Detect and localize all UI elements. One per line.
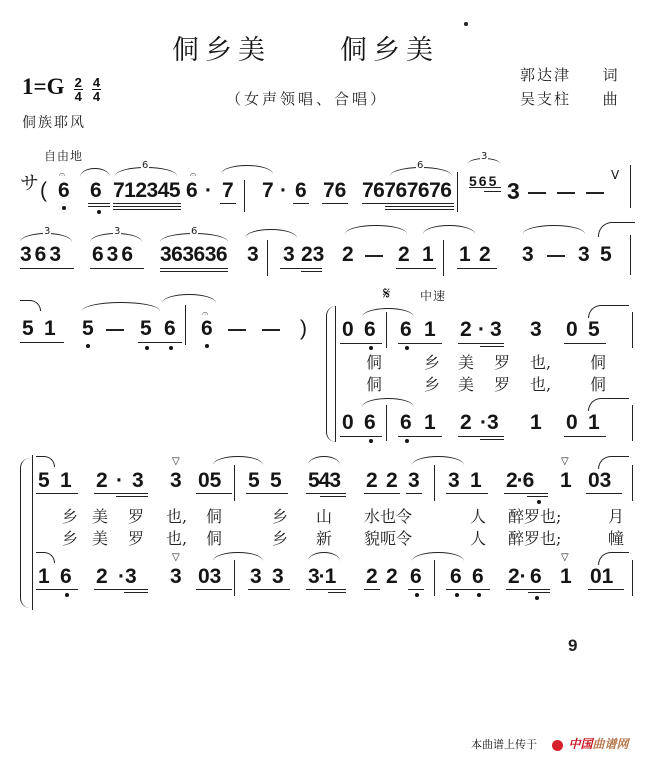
note: 2 <box>386 469 398 492</box>
lyric: 乡 <box>424 353 441 372</box>
low-octave-dot <box>62 206 66 210</box>
lyric: 罗 <box>128 507 145 526</box>
lyric: 也, <box>166 507 188 526</box>
note: 2 <box>342 243 354 266</box>
note: 3 <box>522 243 534 266</box>
low-octave-dot <box>535 596 539 600</box>
underline <box>586 493 622 494</box>
key-and-meter <box>22 74 101 103</box>
song-title-part-1: 侗乡美 <box>172 35 271 66</box>
note: 3 <box>170 469 182 492</box>
accent-triangle-icon: ▽ <box>561 552 569 563</box>
slur <box>362 398 414 407</box>
tie-continuation <box>36 456 55 467</box>
note-group: ·3 <box>118 565 137 588</box>
underline <box>458 343 504 344</box>
augmentation-dot: · <box>205 179 212 202</box>
note-group: 543 <box>308 469 341 492</box>
note: 6 <box>90 179 102 202</box>
note: 5 <box>270 469 282 492</box>
slur <box>308 552 340 561</box>
note: 3 <box>250 565 262 588</box>
underline <box>406 493 422 494</box>
bar-line <box>632 405 633 441</box>
note: 6 <box>400 411 412 434</box>
note: 6 <box>530 565 542 588</box>
lyric: 人 <box>470 529 487 548</box>
bar-line <box>386 405 387 441</box>
underline <box>398 343 442 344</box>
lyric: 幢 <box>608 529 625 548</box>
note: 3 <box>283 243 295 266</box>
lyric: 也, <box>166 529 188 548</box>
underline <box>446 493 488 494</box>
lyric: 美 <box>92 507 109 526</box>
lyric: 也, <box>530 353 552 372</box>
underline <box>484 191 501 192</box>
note: 3 <box>170 565 182 588</box>
lyric: 人 <box>470 507 487 526</box>
hold-dash <box>365 255 383 257</box>
underline <box>480 439 504 440</box>
note: 1 <box>424 318 436 341</box>
low-octave-dot <box>169 346 173 350</box>
low-octave-dot <box>369 439 373 443</box>
underline <box>340 343 382 344</box>
lyric: 侗 <box>206 529 223 548</box>
note-group: 05 <box>198 469 222 492</box>
underline <box>220 203 236 204</box>
lyric: 罗 <box>494 353 511 372</box>
tie-continuation <box>20 300 41 311</box>
underline <box>506 589 550 590</box>
lyric: 侗 <box>590 375 607 394</box>
slur <box>80 168 110 177</box>
fermata-icon: 𝄐 <box>202 307 209 320</box>
note: 2 <box>460 318 472 341</box>
note-group: 636 <box>92 243 137 266</box>
note: 5 <box>140 317 152 340</box>
slur <box>213 456 263 465</box>
augmentation-dot: · <box>116 469 123 492</box>
composer-credit <box>520 88 620 109</box>
note: ·3 <box>480 411 499 434</box>
underline <box>88 206 110 207</box>
underline <box>90 268 144 269</box>
low-octave-dot <box>405 346 409 350</box>
note: 1 <box>422 243 434 266</box>
lyric: 乡 <box>62 507 79 526</box>
underline <box>113 203 181 204</box>
bar-line <box>457 172 458 212</box>
note: 6 <box>472 565 484 588</box>
tie-continuation <box>588 398 629 411</box>
note: 2 <box>96 565 108 588</box>
note: 2 <box>460 411 472 434</box>
underline <box>528 592 550 593</box>
note: 6 <box>400 318 412 341</box>
bar-line <box>234 465 235 501</box>
low-octave-dot <box>405 439 409 443</box>
note: 1 <box>560 469 572 492</box>
hold-dash <box>586 192 604 194</box>
accent-triangle-icon: ▽ <box>172 552 180 563</box>
lyric: 美 <box>458 375 475 394</box>
tie-continuation <box>588 305 629 318</box>
bar-line <box>244 180 245 212</box>
underline <box>398 436 442 437</box>
lyric: 美 <box>92 529 109 548</box>
slur <box>221 165 273 174</box>
lyric: 貌呃令 <box>364 529 413 548</box>
note: 3 <box>132 469 144 492</box>
open-parenthesis: ( <box>40 179 47 202</box>
hold-dash <box>528 192 546 194</box>
grace-notes: 565 <box>469 173 499 189</box>
lyric: 醉罗也; <box>508 507 562 526</box>
note: 6 <box>410 565 422 588</box>
moderato-marking: 中速 <box>420 289 447 303</box>
note-group: 03 <box>198 565 222 588</box>
underline <box>527 496 548 497</box>
note: 3 <box>507 178 520 204</box>
bar-line <box>443 240 444 276</box>
accent-triangle-icon: ▽ <box>172 456 180 467</box>
segno-icon: 𝄋 <box>383 284 391 304</box>
note: 6 <box>364 318 376 341</box>
page-number: 9 <box>568 636 578 655</box>
underline <box>564 343 606 344</box>
underline <box>458 436 504 437</box>
note: 2 <box>398 243 410 266</box>
underline <box>322 203 348 204</box>
bar-line <box>632 312 633 348</box>
note: 3 <box>490 318 502 341</box>
note: 6 <box>295 179 307 202</box>
bar-line <box>267 240 268 276</box>
note: 3 <box>272 565 284 588</box>
low-octave-dot <box>145 346 149 350</box>
underline <box>385 209 454 210</box>
slur <box>362 308 414 317</box>
low-octave-dot <box>86 344 90 348</box>
lyric: 也, <box>530 375 552 394</box>
underline <box>138 342 182 343</box>
note: 1 <box>530 411 542 434</box>
note: 6 <box>450 565 462 588</box>
note: 1 <box>424 411 436 434</box>
augmentation-dot: · <box>280 179 287 202</box>
bar-line <box>234 560 235 596</box>
system-brace <box>20 458 31 608</box>
lyricist-name: 郭达津 <box>520 66 572 84</box>
underline <box>196 493 232 494</box>
underline <box>94 493 148 494</box>
note: 0 <box>566 411 578 434</box>
lyric: 侗 <box>366 375 383 394</box>
underline <box>564 436 606 437</box>
note: 6 <box>186 179 198 202</box>
note: 3 <box>247 243 259 266</box>
tuplet-6: 6 <box>191 226 198 237</box>
note: 7 <box>222 179 234 202</box>
underline <box>36 589 78 590</box>
slur <box>82 302 160 311</box>
note-group: 363 <box>20 243 65 266</box>
system-start-line <box>32 455 33 610</box>
note: 3 <box>448 469 460 492</box>
note: 3 <box>578 243 590 266</box>
low-octave-dot <box>477 593 481 597</box>
lyric: 水也令 <box>364 507 413 526</box>
upload-notice <box>471 735 629 752</box>
lyricist-role: 词 <box>602 66 620 84</box>
upload-text: 本曲谱上传于 <box>471 738 537 751</box>
note-group: 03 <box>588 469 612 492</box>
free-meter-sign: サ <box>20 172 40 194</box>
underline <box>364 493 400 494</box>
lyric: 新 <box>316 529 333 548</box>
slur <box>245 229 297 238</box>
note: 1 <box>560 565 572 588</box>
underline <box>306 589 346 590</box>
low-octave-dot <box>415 593 419 597</box>
tie-continuation <box>36 552 55 563</box>
hold-dash <box>547 255 565 257</box>
note: 5 <box>22 317 34 340</box>
lyric: 乡 <box>424 375 441 394</box>
underline <box>446 589 490 590</box>
underline <box>88 203 110 204</box>
note: 1 <box>44 317 56 340</box>
slur <box>213 552 263 561</box>
underline <box>280 268 322 269</box>
note: 1 <box>60 469 72 492</box>
free-tempo-marking: 自由地 <box>44 149 84 163</box>
time-signature-2-4: $\frac{2}{4}$ <box>74 75 82 104</box>
lyric: 美 <box>458 353 475 372</box>
low-octave-dot <box>97 210 101 214</box>
underline <box>588 589 624 590</box>
underline <box>480 346 504 347</box>
augmentation-dot: · <box>478 318 485 341</box>
print-speck <box>464 22 468 26</box>
hold-dash <box>557 192 575 194</box>
underline <box>113 209 181 210</box>
lyric: 罗 <box>494 375 511 394</box>
lyric: 醉罗也; <box>508 529 562 548</box>
slur <box>412 456 464 465</box>
note: 6 <box>60 565 72 588</box>
note: 6 <box>164 317 176 340</box>
note: 3 <box>530 318 542 341</box>
breath-mark: V <box>611 168 620 182</box>
bar-line <box>386 312 387 348</box>
tie-continuation <box>598 552 629 565</box>
note-group: 712345 <box>113 179 181 202</box>
low-octave-dot <box>205 344 209 348</box>
underline <box>340 436 382 437</box>
time-signature-4-4: $\frac{4}{4}$ <box>92 75 101 104</box>
note-group: 23 <box>301 243 325 266</box>
note-group: 363636 <box>160 243 228 266</box>
note-group: 76 <box>323 179 347 202</box>
bar-line <box>434 465 435 501</box>
note: 5 <box>600 243 612 266</box>
system-start-line <box>335 306 336 442</box>
tie-continuation <box>598 456 629 469</box>
bar-line <box>185 305 186 345</box>
note: 7 <box>262 179 274 202</box>
note-group: 2·6 <box>506 469 534 492</box>
bar-line <box>630 165 631 208</box>
slur <box>162 294 216 303</box>
lyric: 侗 <box>590 353 607 372</box>
slur <box>412 552 464 561</box>
underline <box>248 589 290 590</box>
note: 0 <box>566 318 578 341</box>
underline <box>160 271 228 272</box>
tuplet-3: 3 <box>114 226 121 237</box>
accent-triangle-icon: ▽ <box>561 456 569 467</box>
slur <box>308 456 340 465</box>
subtitle: （女声领唱、合唱） <box>226 90 389 108</box>
bar-line <box>632 560 633 596</box>
note: 2· <box>508 565 527 588</box>
underline <box>320 496 346 497</box>
brand-name-part-2[interactable]: 曲谱网 <box>592 737 629 751</box>
underline <box>293 203 309 204</box>
bar-line <box>632 465 633 501</box>
note: 2 <box>96 469 108 492</box>
tuplet-3: 3 <box>44 226 51 237</box>
note: 2 <box>366 565 378 588</box>
underline <box>364 589 380 590</box>
note: 2 <box>386 565 398 588</box>
low-octave-dot <box>65 593 69 597</box>
lyric: 侗 <box>366 353 383 372</box>
song-title-part-2: 侗乡美 <box>340 35 439 66</box>
composer-name: 吴支柱 <box>520 90 572 108</box>
underline <box>469 187 501 188</box>
underline <box>457 268 497 269</box>
underline <box>306 493 346 494</box>
slur <box>345 225 407 234</box>
underline <box>36 493 78 494</box>
underline <box>116 496 148 497</box>
underline <box>362 203 454 204</box>
bar-line <box>630 235 631 275</box>
note: 6 <box>58 179 70 202</box>
underline <box>20 268 74 269</box>
note: 1 <box>38 565 50 588</box>
underline <box>301 271 322 272</box>
note: 2 <box>366 469 378 492</box>
underline <box>246 493 288 494</box>
note: 1 <box>459 243 471 266</box>
underline <box>396 268 436 269</box>
underline <box>328 592 346 593</box>
underline <box>504 493 548 494</box>
bar-line <box>434 560 435 596</box>
note-group: 01 <box>590 565 614 588</box>
underline <box>20 342 64 343</box>
hold-dash <box>106 329 124 331</box>
fermata-icon: 𝄐 <box>190 168 197 181</box>
lyric: 乡 <box>62 529 79 548</box>
note: 5 <box>248 469 260 492</box>
lyric: 乡 <box>272 529 289 548</box>
underline <box>160 268 228 269</box>
lyric: 侗 <box>206 507 223 526</box>
tuplet-6: 6 <box>142 160 149 171</box>
underline <box>124 592 148 593</box>
note: 6 <box>201 317 213 340</box>
slur <box>523 225 585 234</box>
low-octave-dot <box>455 593 459 597</box>
tuplet-3: 3 <box>481 151 488 162</box>
note: 6 <box>364 411 376 434</box>
underline <box>385 206 454 207</box>
note: 1 <box>470 469 482 492</box>
close-parenthesis: ) <box>300 317 307 340</box>
note: 5 <box>588 318 600 341</box>
lyric: 罗 <box>128 529 145 548</box>
hold-dash <box>262 329 280 331</box>
note: 3 <box>408 469 420 492</box>
brand-name-part-1[interactable]: 中国 <box>568 737 593 751</box>
tuplet-6: 6 <box>417 160 424 171</box>
lyric: 山 <box>316 507 333 526</box>
note: 0 <box>342 411 354 434</box>
underline <box>408 589 424 590</box>
composer-role: 曲 <box>602 90 620 108</box>
underline <box>113 206 181 207</box>
slur <box>423 225 475 234</box>
note: 2 <box>479 243 491 266</box>
note: 1 <box>588 411 600 434</box>
note: 5 <box>82 317 94 340</box>
note: 5 <box>38 469 50 492</box>
hold-dash <box>228 329 246 331</box>
lyric: 乡 <box>272 507 289 526</box>
note-group: 76767676 <box>362 179 452 202</box>
lyric: 月 <box>608 507 625 526</box>
fermata-icon: 𝄐 <box>59 168 66 181</box>
note-group: 3·1 <box>308 565 336 588</box>
lyricist-credit <box>520 64 620 85</box>
brand-logo-icon <box>552 740 563 751</box>
underline <box>196 589 232 590</box>
style-note: 侗族耶风 <box>22 115 86 131</box>
note: 0 <box>342 318 354 341</box>
key-signature: 1=G <box>22 74 65 99</box>
underline <box>94 589 148 590</box>
